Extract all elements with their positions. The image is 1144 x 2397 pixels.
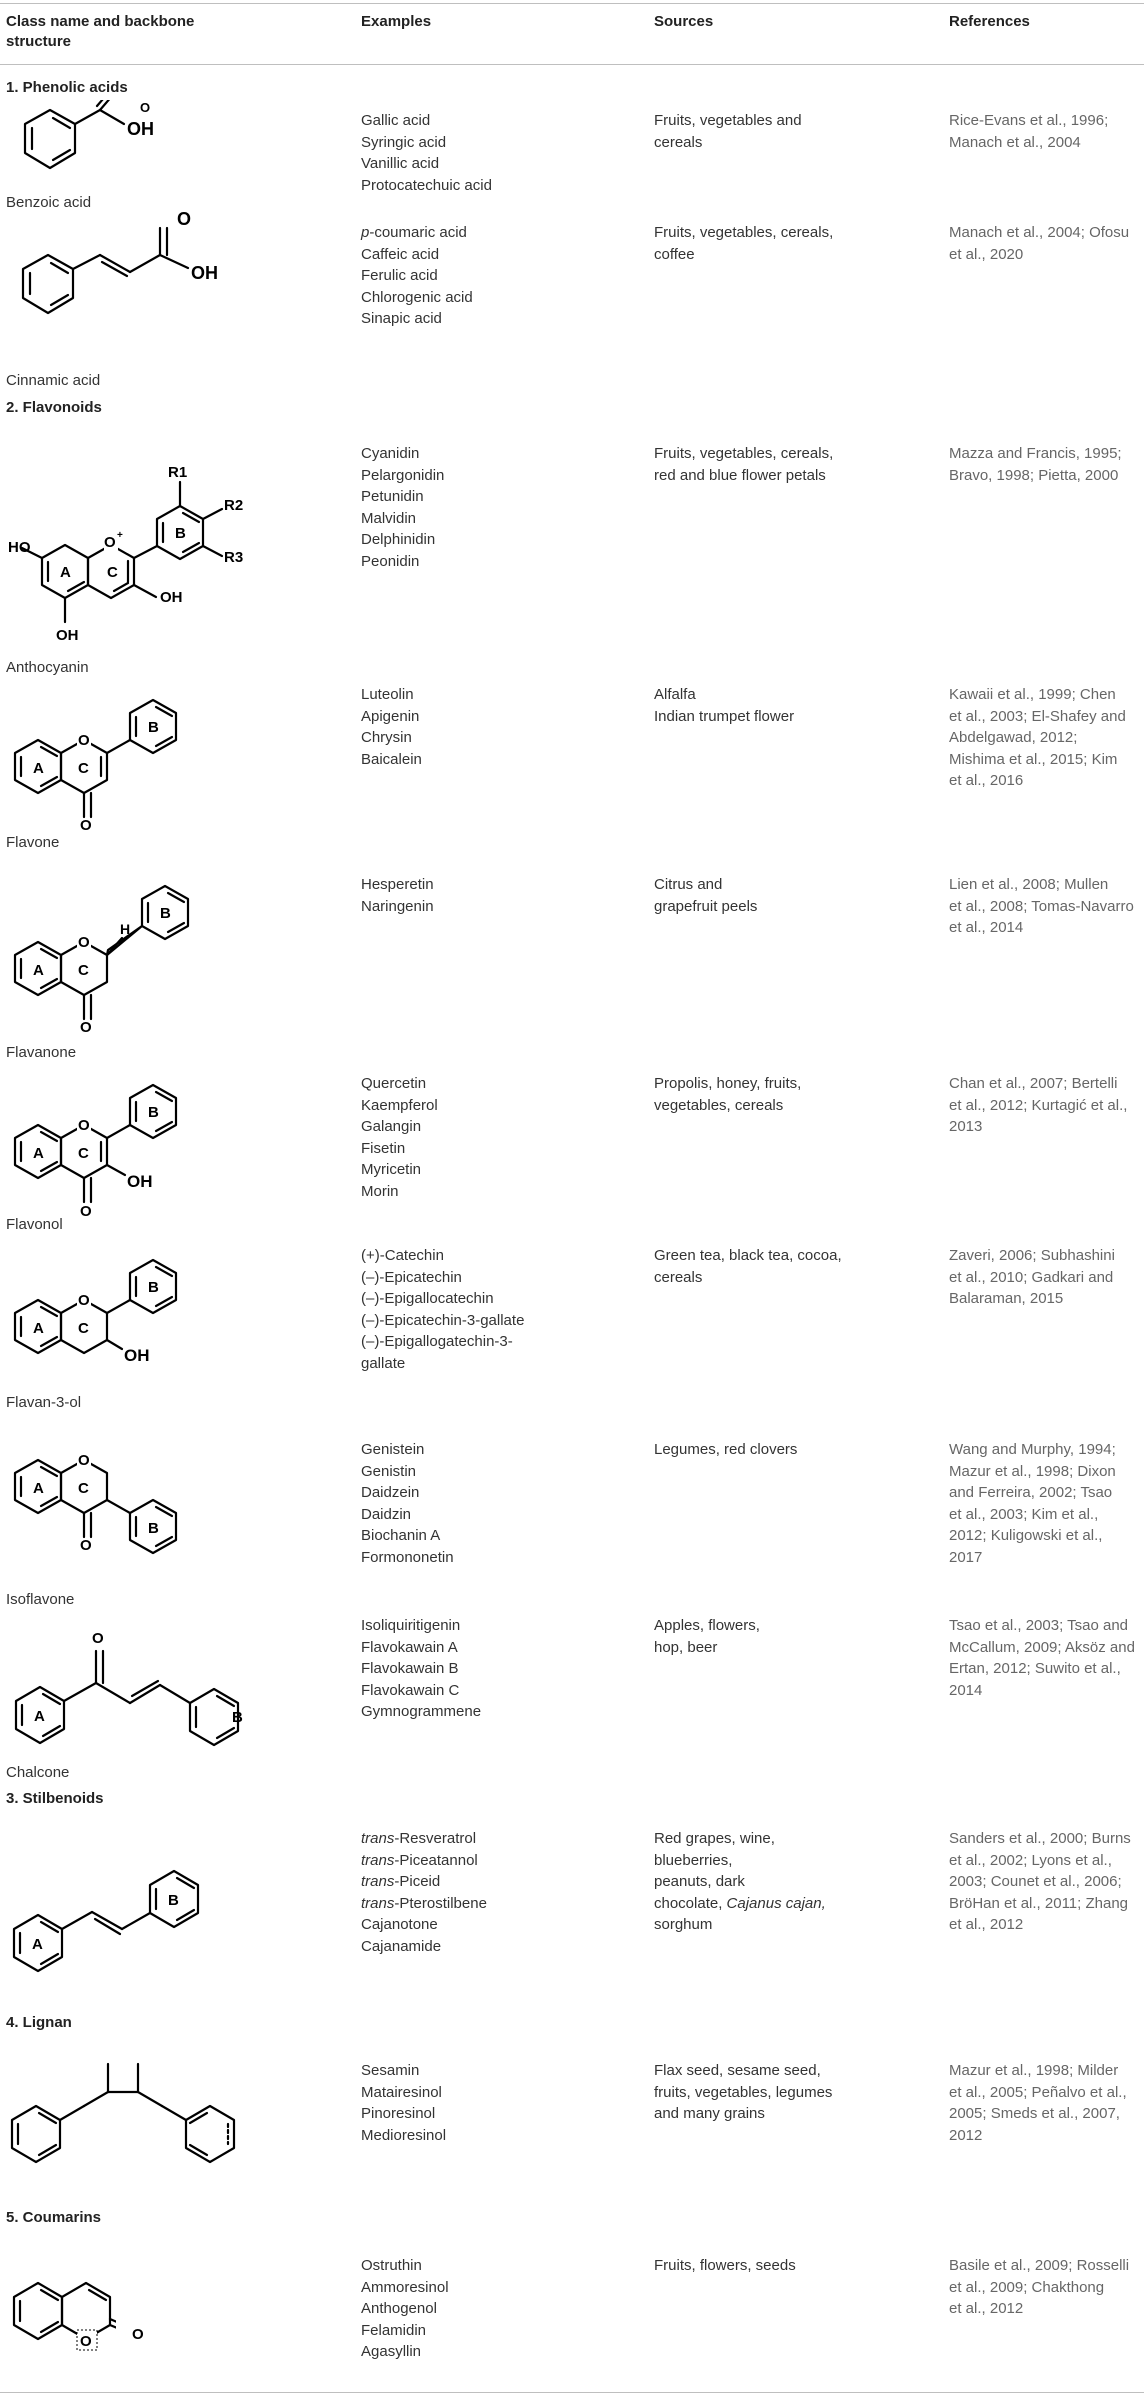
header-sources: Sources — [654, 13, 714, 30]
svg-text:O: O — [78, 1292, 90, 1309]
svg-text:O: O — [78, 732, 90, 749]
section-flavonoids: 2. Flavonoids — [6, 399, 102, 416]
sources-chalcone: Apples, flowers, hop, beer — [654, 1617, 760, 1656]
svg-text:A: A — [33, 760, 44, 777]
class-flavanone: Flavanone — [6, 1044, 77, 1061]
references-stilbenoid: Sanders et al., 2000; Burns et al., 2002; Lyons et al., 2003; Counet et al., 2006; BröHan et al., 2011; Zhang et al., 2012 — [949, 1830, 1131, 1933]
sources-benzoic: Fruits, vegetables and cereals — [654, 112, 802, 151]
svg-text:O: O — [78, 934, 90, 951]
example-piceid: -Piceid — [394, 1873, 441, 1890]
stilbenoid-structure — [0, 1820, 300, 1990]
svg-text:O: O — [80, 1019, 92, 1036]
references-lignan: Mazur et al., 1998; Milder et al., 2005; Peñalvo et al., 2005; Smeds et al., 2007, 2012 — [949, 2062, 1127, 2144]
italic-trans-3: trans — [361, 1873, 395, 1890]
svg-text:A: A — [33, 1320, 44, 1337]
svg-text:HO: HO — [8, 539, 31, 556]
svg-text:OH: OH — [160, 589, 183, 606]
sources-stilbenoid-b: sorghum — [654, 1916, 713, 1933]
svg-text:O: O — [80, 1537, 92, 1554]
italic-trans-1: trans — [361, 1830, 395, 1847]
svg-text:B: B — [232, 1709, 243, 1726]
svg-text:B: B — [175, 525, 186, 542]
example-piceatannol: -Piceatannol — [394, 1851, 478, 1869]
sources-flavonol: Propolis, honey, fruits, vegetables, cereals — [654, 1075, 802, 1114]
svg-text:OH: OH — [191, 263, 218, 283]
isoflavone-structure — [0, 1420, 300, 1580]
sources-flavone: Alfalfa Indian trumpet flower — [654, 686, 795, 725]
class-benzoic-acid: Benzoic acid — [6, 194, 92, 211]
svg-text:R3: R3 — [224, 549, 244, 566]
svg-text:C: C — [78, 1145, 89, 1162]
svg-text:OH: OH — [127, 1172, 153, 1191]
class-flavonol: Flavonol — [6, 1216, 63, 1233]
svg-text:A: A — [34, 1708, 45, 1725]
svg-text:O: O — [80, 1203, 92, 1220]
bottom-rule — [0, 2392, 1144, 2393]
section-phenolic-acids: 1. Phenolic acids — [6, 79, 128, 96]
svg-text:A: A — [32, 1936, 43, 1953]
sources-stilbenoid-a: Red grapes, wine, blueberries, peanuts, dark chocolate, — [654, 1830, 775, 1912]
sources-flavan-3-ol: Green tea, black tea, cocoa, cereals — [654, 1247, 842, 1286]
svg-text:A: A — [60, 564, 71, 581]
header-examples: Examples — [361, 13, 432, 30]
svg-text:OH: OH — [127, 119, 154, 139]
references-cinnamic: Manach et al., 2004; Ofosu et al., 2020 — [949, 224, 1130, 263]
examples-flavan-3-ol: (+)-Catechin (–)-Epicatechin (–)-Epigallocatechin (–)-Epicatechin-3-gallate (–)-Epigallogatechin-3- gallate — [361, 1247, 525, 1372]
references-flavan-3-ol: Zaveri, 2006; Subhashini et al., 2010; Gadkari and Balaraman, 2015 — [949, 1247, 1115, 1307]
examples-chalcone: Isoliquiritigenin Flavokawain A Flavokawain B Flavokawain C Gymnogrammene — [361, 1617, 482, 1720]
svg-text:OH: OH — [56, 627, 79, 644]
class-cinnamic-acid: Cinnamic acid — [6, 372, 101, 389]
svg-text:O: O — [78, 1452, 90, 1469]
benzoic-acid-structure — [0, 100, 200, 195]
class-flavan-3-ol: Flavan-3-ol — [6, 1394, 82, 1411]
coumarin-structure — [0, 2235, 300, 2385]
italic-trans-4: trans — [361, 1894, 395, 1912]
examples-anthocyanin: Cyanidin Pelargonidin Petunidin Malvidin Delphinidin Peonidin — [361, 445, 445, 570]
examples-cinnamic-rest: Caffeic acid Ferulic acid Chlorogenic acid Sinapic acid — [361, 245, 473, 327]
references-anthocyanin: Mazza and Francis, 1995; Bravo, 1998; Pietta, 2000 — [949, 445, 1122, 484]
italic-trans-2: trans — [361, 1851, 395, 1869]
svg-text:B: B — [148, 719, 159, 736]
svg-text:B: B — [168, 1892, 179, 1909]
section-stilbenoids: 3. Stilbenoids — [6, 1790, 104, 1807]
section-lignan: 4. Lignan — [6, 2014, 72, 2031]
svg-text:C: C — [107, 564, 118, 581]
references-isoflavone: Wang and Murphy, 1994; Mazur et al., 1998; Dixon and Ferreira, 2002; Tsao et al., 2003; Kim et al., 2012; Kuligowski et al., 2017 — [949, 1441, 1116, 1566]
svg-text:O: O — [80, 2333, 92, 2350]
cinnamic-acid-structure — [0, 210, 260, 330]
example-pterostilbene: -Pterostilbene — [394, 1894, 487, 1912]
anthocyanin-structure — [0, 430, 300, 660]
examples-stilbenoid — [361, 1828, 576, 1957]
svg-text:B: B — [148, 1279, 159, 1296]
svg-text:C: C — [78, 1480, 89, 1497]
svg-text:OH: OH — [124, 1346, 150, 1365]
svg-text:R2: R2 — [224, 497, 244, 514]
top-rule — [0, 3, 1144, 4]
sources-coumarin: Fruits, flowers, seeds — [654, 2257, 796, 2274]
examples-lignan: Sesamin Matairesinol Pinoresinol Medioresinol — [361, 2062, 447, 2144]
svg-text:C: C — [78, 962, 89, 979]
class-isoflavone: Isoflavone — [6, 1591, 75, 1608]
references-chalcone: Tsao et al., 2003; Tsao and McCallum, 2009; Aksöz and Ertan, 2012; Suwito et al., 2014 — [949, 1617, 1135, 1699]
examples-benzoic: Gallic acid Syringic acid Vanillic acid Protocatechuic acid — [361, 112, 492, 194]
svg-text:B: B — [148, 1520, 159, 1537]
svg-text:O: O — [80, 817, 92, 830]
header-class: Class name and backbone structure — [6, 13, 195, 50]
examples-cinnamic — [361, 222, 576, 330]
example-p-coumaric: -coumaric acid — [369, 224, 467, 241]
flavan-3-ol-structure — [0, 1240, 300, 1390]
sources-cajanus: Cajanus cajan, — [726, 1894, 826, 1912]
svg-text:B: B — [148, 1104, 159, 1121]
class-flavone: Flavone — [6, 834, 60, 851]
sources-flavanone: Citrus and grapefruit peels — [654, 876, 758, 915]
svg-text:+: + — [117, 530, 123, 541]
svg-text:O: O — [177, 210, 192, 229]
svg-text:C: C — [78, 760, 89, 777]
chalcone-structure — [0, 1615, 300, 1775]
svg-text:O: O — [92, 1630, 104, 1647]
italic-p: p — [361, 224, 370, 241]
examples-isoflavone: Genistein Genistin Daidzein Daidzin Biochanin A Formononetin — [361, 1441, 454, 1566]
references-flavone: Kawaii et al., 1999; Chen et al., 2003; El-Shafey and Abdelgawad, 2012; Mishima et al., 2015; Kim et al., 2016 — [949, 686, 1126, 789]
class-anthocyanin: Anthocyanin — [6, 659, 89, 676]
svg-text:B: B — [160, 905, 171, 922]
references-flavonol: Chan et al., 2007; Bertelli et al., 2012; Kurtagić et al., 2013 — [949, 1075, 1128, 1135]
svg-text:R1: R1 — [168, 464, 188, 481]
examples-coumarin: Ostruthin Ammoresinol Anthogenol Felamidin Agasyllin — [361, 2257, 449, 2360]
class-chalcone: Chalcone — [6, 1764, 70, 1781]
example-resveratrol: -Resveratrol — [394, 1830, 477, 1847]
references-benzoic: Rice-Evans et al., 1996; Manach et al., 2004 — [949, 112, 1109, 151]
examples-flavanone: Hesperetin Naringenin — [361, 876, 434, 915]
svg-text:O: O — [78, 1117, 90, 1134]
svg-text:A: A — [33, 1145, 44, 1162]
sources-cinnamic: Fruits, vegetables, cereals, coffee — [654, 224, 834, 263]
sources-stilbenoid — [654, 1828, 864, 1936]
svg-text:H: H — [120, 921, 131, 937]
references-flavanone: Lien et al., 2008; Mullen et al., 2008; Tomas-Navarro et al., 2014 — [949, 876, 1134, 936]
examples-flavone: Luteolin Apigenin Chrysin Baicalein — [361, 686, 422, 768]
lignan-structure — [0, 2040, 300, 2190]
references-coumarin: Basile et al., 2009; Rosselli et al., 2009; Chakthong et al., 2012 — [949, 2257, 1130, 2317]
flavanone-structure — [0, 862, 300, 1042]
svg-text:A: A — [33, 1480, 44, 1497]
flavone-structure — [0, 680, 300, 830]
svg-text:C: C — [78, 1320, 89, 1337]
section-coumarins: 5. Coumarins — [6, 2209, 102, 2226]
sources-lignan: Flax seed, sesame seed, fruits, vegetables, legumes and many grains — [654, 2062, 833, 2122]
sources-isoflavone: Legumes, red clovers — [654, 1441, 798, 1458]
examples-stilbenoid-rest: Cajanotone Cajanamide — [361, 1916, 442, 1955]
header-references: References — [949, 13, 1030, 30]
svg-text:O: O — [140, 100, 151, 115]
examples-flavonol: Quercetin Kaempferol Galangin Fisetin Myricetin Morin — [361, 1075, 438, 1200]
svg-text:O: O — [104, 534, 116, 551]
sources-anthocyanin: Fruits, vegetables, cereals, red and blue flower petals — [654, 445, 834, 484]
svg-text:O: O — [132, 2326, 144, 2343]
svg-text:A: A — [33, 962, 44, 979]
header-rule — [0, 64, 1144, 65]
